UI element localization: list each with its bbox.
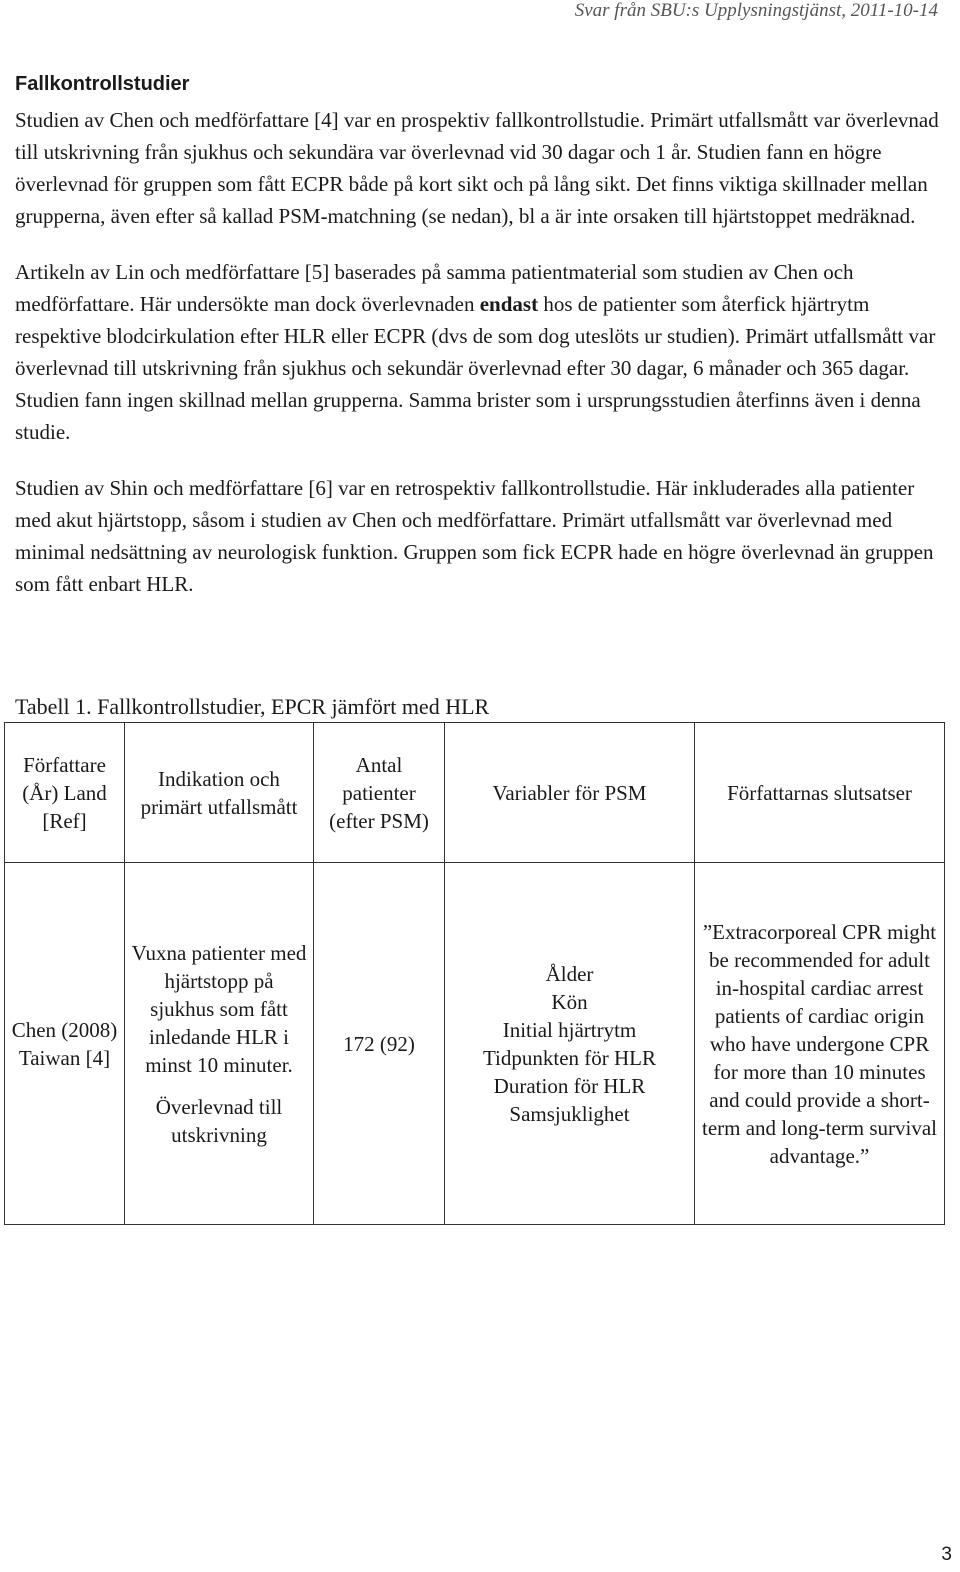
case-control-table — [4, 722, 945, 1225]
header-cell-author: Författare (År) Land [Ref] — [5, 723, 125, 863]
table-caption: Tabell 1. Fallkontrollstudier, EPCR jämfört med HLR — [15, 694, 490, 719]
paragraph-lin-start: Artikeln av Lin och medförfattare [5] baserades på samma patientmaterial som studien av Chen och medförfattare. Här undersökte man dock överlevnaden — [15, 260, 854, 316]
variable-item: Duration för HLR — [493, 1073, 646, 1098]
cell-author: Chen (2008) Taiwan [4] — [5, 863, 125, 1225]
cell-indication — [125, 863, 314, 1225]
page-number: 3 — [941, 1544, 952, 1565]
variable-item: Ålder — [545, 961, 594, 986]
section-title: Fallkontrollstudier — [15, 73, 190, 95]
header-cell-indication: Indikation och primärt utfallsmått — [125, 723, 314, 863]
table-row — [5, 863, 945, 1225]
paragraph-lin — [15, 256, 950, 448]
running-header: Svar från SBU:s Upplysningstjänst, 2011-10-14 — [574, 0, 938, 21]
header-cell-variables: Variabler för PSM — [445, 723, 695, 863]
emphasis-endast: endast — [479, 292, 539, 316]
header-cell-patients: Antal patienter (efter PSM) — [314, 723, 445, 863]
paragraph-chen: Studien av Chen och medförfattare [4] var en prospektiv fallkontrollstudie. Primärt utfallsmått var överlevnad till utskrivning från sjukhus och sekundära var överlevnad vid 30 dagar och 1 år. Studien fann en högre överlevnad för gruppen som fått ECPR både på kort sikt och på lång sikt. Det finns viktiga skillnader mellan grupperna, även efter så kallad PSM-matchning (se nedan), bl a är inte orsaken till hjärtstoppet medräknad. — [15, 108, 939, 228]
paragraph-lin-end: hos de patienter som återfick hjärtrytm respektive blodcirkulation efter HLR eller ECPR (dvs de som dog uteslöts ur studien). Primärt utfallsmått var överlevnad till utskrivning från sjukhus och sekundär överlevnad efter 30 dagar, 6 månader och 365 dagar. Studien fann ingen skillnad mellan grupperna. Samma brister som i ursprungsstudien återfinns även i denna studie. — [15, 292, 936, 444]
variable-item: Initial hjärtrytm — [502, 1017, 637, 1042]
cell-conclusion: ”Extracorporeal CPR might be recommended for adult in-hospital cardiac arrest patients of cardiac origin who have undergone CPR for more than 10 minutes and could provide a short-term and long-term survival advantage.” — [695, 863, 945, 1225]
variable-item: Kön — [551, 989, 588, 1014]
cell-variables — [445, 863, 695, 1225]
paragraph-shin: Studien av Shin och medförfattare [6] var en retrospektiv fallkontrollstudie. Här inkluderades alla patienter med akut hjärtstopp, såsom i studien av Chen och medförfattare. Primärt utfallsmått var överlevnad med minimal nedsättning av neurologisk funktion. Gruppen som fick ECPR hade en högre överlevnad än gruppen som fått enbart HLR. — [15, 476, 934, 596]
indication-text: Vuxna patienter med hjärtstopp på sjukhus som fått inledande HLR i minst 10 minuter. — [131, 940, 307, 1077]
cell-patients: 172 (92) — [314, 863, 445, 1225]
variable-item: Samsjuklighet — [509, 1101, 630, 1126]
outcome-text: Överlevnad till utskrivning — [155, 1094, 283, 1147]
variable-item: Tidpunkten för HLR — [482, 1045, 657, 1070]
header-cell-conclusions: Författarnas slutsatser — [695, 723, 945, 863]
document-body — [15, 70, 950, 624]
table-header-row — [5, 723, 945, 863]
